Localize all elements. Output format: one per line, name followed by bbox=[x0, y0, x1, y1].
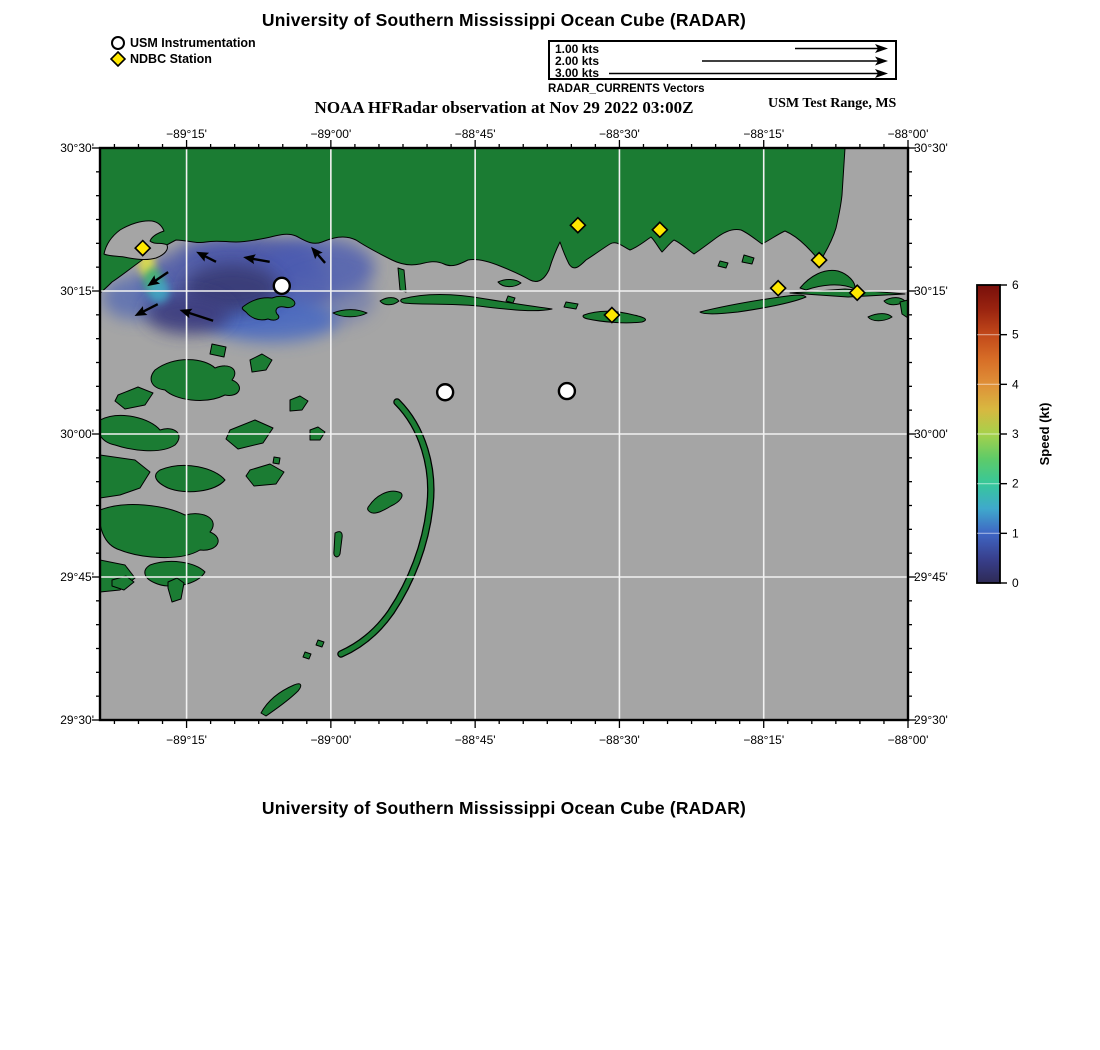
page-title: University of Southern Mississippi Ocean Cube (RADAR) bbox=[261, 10, 747, 30]
usm-instrumentation-marker bbox=[437, 384, 453, 400]
y-axis-label-left: 29°30' bbox=[60, 713, 94, 727]
scale-label-2kt: 2.00 kts bbox=[555, 54, 600, 68]
x-axis-label-bottom: −88°00' bbox=[887, 733, 929, 747]
colorbar-tick-labels bbox=[1012, 278, 1019, 590]
x-axis-label-top: −88°00' bbox=[887, 127, 929, 141]
y-axis-label-left: 30°30' bbox=[60, 141, 94, 155]
x-axis-label-bottom: −88°30' bbox=[599, 733, 640, 747]
y-axis-label-left: 29°45' bbox=[60, 570, 94, 584]
legend-label-ndbc: NDBC Station bbox=[130, 52, 212, 66]
y-axis-label-right: 30°30' bbox=[914, 141, 948, 155]
colorbar-tick-label: 3 bbox=[1012, 427, 1019, 441]
y-axis-label-left: 30°00' bbox=[60, 427, 94, 441]
scale-label-1kt: 1.00 kts bbox=[555, 42, 600, 56]
x-axis-label-top: −88°15' bbox=[743, 127, 785, 141]
y-axis-label-right: 29°30' bbox=[914, 713, 948, 727]
x-axis-label-top: −88°45' bbox=[454, 127, 496, 141]
colorbar-axis-label: Speed (kt) bbox=[1037, 402, 1052, 466]
x-axis-label-bottom: −89°15' bbox=[166, 733, 207, 747]
colorbar bbox=[977, 278, 1052, 590]
colorbar-tick-label: 5 bbox=[1012, 327, 1019, 342]
x-axis-label-top: −89°00' bbox=[310, 127, 352, 141]
y-axis-label-left: 30°15' bbox=[60, 284, 94, 298]
x-axis-label-bottom: −88°45' bbox=[454, 733, 496, 747]
x-axis-label-bottom: −89°00' bbox=[310, 733, 352, 747]
footer-title: University of Southern Mississippi Ocean Cube (RADAR) bbox=[261, 798, 747, 818]
colorbar-tick-label: 1 bbox=[1012, 526, 1019, 541]
y-axis-label-right: 30°15' bbox=[914, 284, 948, 298]
colorbar-tick-label: 6 bbox=[1012, 278, 1019, 292]
legend-label-usm: USM Instrumentation bbox=[130, 36, 256, 50]
x-axis-label-top: −89°15' bbox=[166, 127, 207, 141]
usm-instrumentation-marker bbox=[274, 278, 290, 294]
y-axis-label-right: 30°00' bbox=[914, 427, 948, 441]
colorbar-tick-label: 2 bbox=[1012, 476, 1019, 491]
vector-scale-caption: RADAR_CURRENTS Vectors bbox=[548, 83, 705, 95]
x-axis-label-top: −88°30' bbox=[599, 127, 640, 141]
y-axis-label-right: 29°45' bbox=[914, 570, 948, 584]
observation-subtitle: NOAA HFRadar observation at Nov 29 2022 03:00Z bbox=[314, 98, 694, 117]
scale-label-3kt: 3.00 kts bbox=[555, 66, 600, 80]
x-axis-label-bottom: −88°15' bbox=[743, 733, 785, 747]
colorbar-tick-label: 0 bbox=[1012, 576, 1019, 590]
colorbar-tick-label: 4 bbox=[1012, 377, 1019, 392]
usm-instrumentation-marker bbox=[559, 383, 575, 399]
region-label: USM Test Range, MS bbox=[768, 96, 897, 111]
